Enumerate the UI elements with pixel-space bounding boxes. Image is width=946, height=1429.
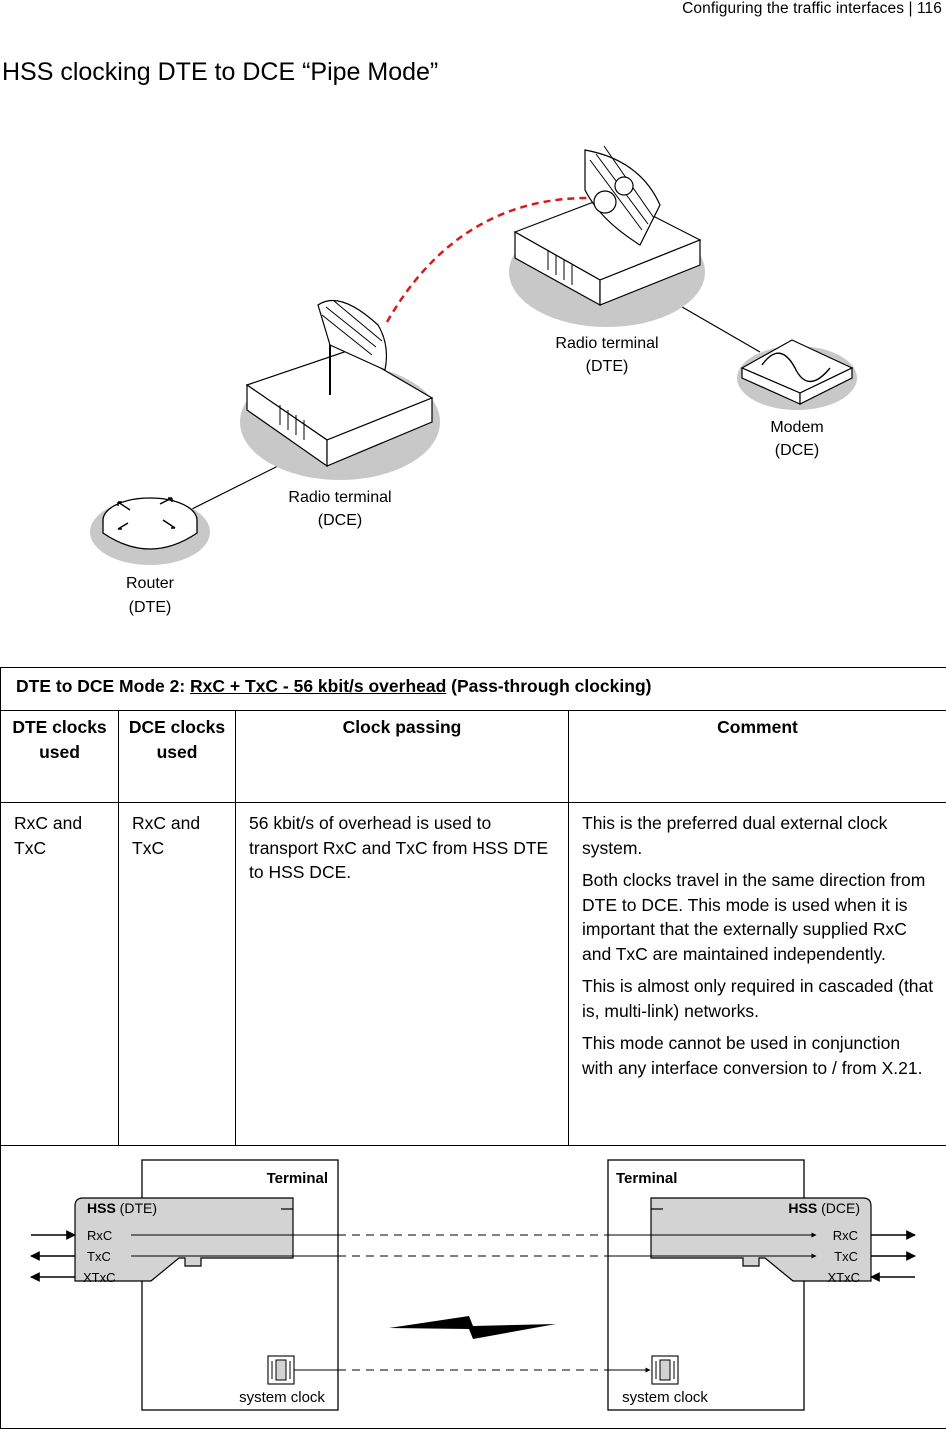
- modem-label: Modem: [770, 419, 823, 436]
- topology-diagram: [0, 110, 946, 640]
- table-header-row: [1, 711, 946, 803]
- table-title: [1, 668, 946, 711]
- router-label: Router: [126, 575, 175, 592]
- radio-link-bolt: [389, 1316, 556, 1339]
- header-dte-clocks: DTE clocks used: [1, 711, 119, 803]
- hss-dte-label: HSS (DTE): [87, 1200, 157, 1216]
- cell-dte-clocks: RxC and TxC: [1, 803, 119, 1146]
- cell-dce-clocks: RxC and TxC: [119, 803, 236, 1146]
- radio-left-label: Radio terminal: [288, 489, 391, 506]
- terminal-left-label: Terminal: [267, 1170, 328, 1187]
- router-radio-link: [190, 464, 282, 510]
- terminal-right-label: Terminal: [616, 1170, 677, 1187]
- comment-paragraph: This is the preferred dual external clock system.: [582, 811, 936, 860]
- signal-left-rxc: RxC: [87, 1228, 112, 1243]
- radio-terminal-left-icon: [240, 301, 440, 481]
- page-title: HSS clocking DTE to DCE “Pipe Mode”: [2, 58, 438, 87]
- router-icon: [90, 498, 210, 565]
- cell-clock-passing: 56 kbit/s of overhead is used to transport RxC and TxC from HSS DTE to HSS DCE.: [236, 803, 569, 1146]
- header-comment: Comment: [569, 711, 946, 803]
- system-clock-right-icon: [652, 1356, 678, 1384]
- comment-paragraph: Both clocks travel in the same direction from DTE to DCE. This mode is used when it is important that the externally supplied RxC and TxC are maintained independently.: [582, 868, 936, 966]
- header-clock-passing: Clock passing: [236, 711, 569, 803]
- running-header: Configuring the traffic interfaces | 116: [682, 0, 942, 18]
- clock-diagram-cell: [1, 1146, 946, 1429]
- radio-right-sub: (DTE): [586, 358, 629, 375]
- radio-modem-link: [670, 300, 760, 352]
- header-dce-clocks: DCE clocks used: [119, 711, 236, 803]
- modem-icon: [737, 340, 857, 410]
- clock-diagram: [1, 1146, 945, 1426]
- modem-sub: (DCE): [775, 442, 819, 459]
- radio-left-sub: (DCE): [318, 512, 362, 529]
- cell-comment: [569, 803, 946, 1146]
- system-clock-right-label: system clock: [622, 1389, 708, 1406]
- signal-left-txc: TxC: [87, 1249, 111, 1264]
- system-clock-left-icon: [268, 1356, 294, 1384]
- radio-right-label: Radio terminal: [555, 335, 658, 352]
- table-title-underlined: RxC + TxC - 56 kbit/s overhead: [190, 676, 446, 696]
- hss-dce-label: HSS (DCE): [788, 1200, 860, 1216]
- table-title-prefix: DTE to DCE Mode 2:: [16, 676, 190, 696]
- table-row: [1, 803, 946, 1146]
- mode-table: [0, 667, 946, 1429]
- table-title-suffix: (Pass-through clocking): [446, 676, 651, 696]
- router-sub: (DTE): [129, 599, 172, 616]
- table-title-row: [1, 668, 946, 711]
- comment-paragraph: This is almost only required in cascaded (that is, multi-link) networks.: [582, 974, 936, 1023]
- table-diagram-row: [1, 1146, 946, 1429]
- comment-paragraph: This mode cannot be used in conjunction with any interface conversion to / from X.21.: [582, 1031, 936, 1080]
- signal-left-xtxc: XTxC: [83, 1270, 116, 1285]
- system-clock-left-label: system clock: [239, 1389, 325, 1406]
- signal-right-txc: TxC: [834, 1249, 858, 1264]
- signal-right-xtxc: XTxC: [828, 1270, 861, 1285]
- radio-terminal-right-icon: [509, 146, 705, 327]
- signal-right-rxc: RxC: [833, 1228, 858, 1243]
